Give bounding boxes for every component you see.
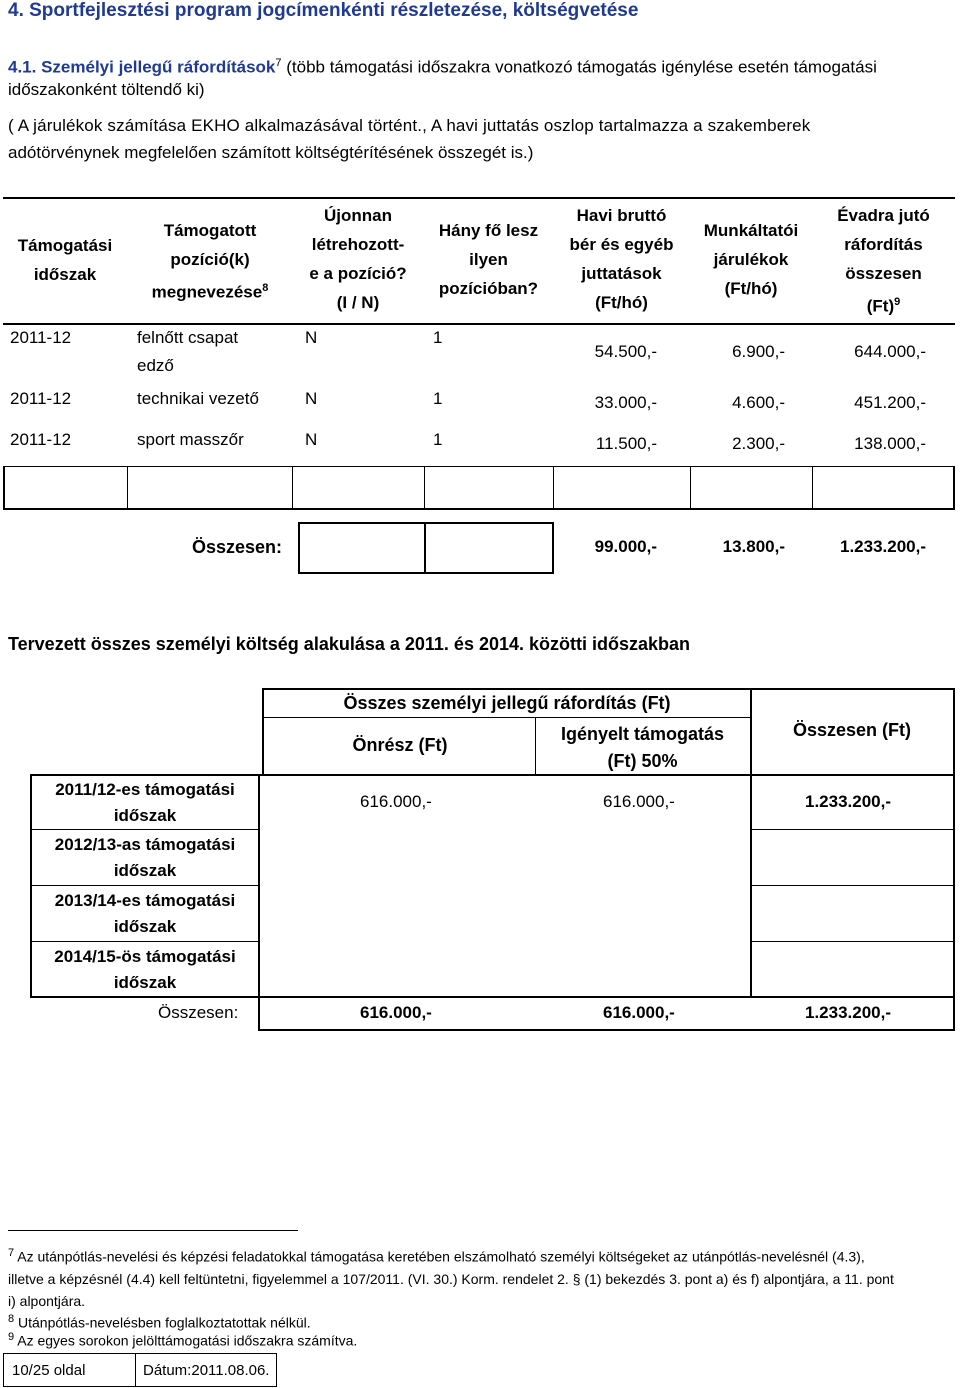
position-cell-2: edző [137,356,174,375]
section-title: 4. Sportfejlesztési program jogcímenkénti részletezése, költségvetése [8,0,639,21]
osszesen-cell: 1.233.200,- [805,792,892,811]
sum-onresz: 616.000,- [360,1003,432,1022]
sum-total: 1.233.200,- [839,537,926,556]
header-position: Támogatott pozíció(k) megnevezése$^8$ [151,221,269,302]
period-label: 2013/14-es támogatási időszak [54,891,236,936]
sum-igenyelt: 616.000,- [603,1003,675,1022]
new-cell: N [305,389,318,408]
sum-osszesen: 1.233.200,- [805,1003,892,1022]
count-cell: 1 [433,389,443,408]
heading-bold: 4.1. Személyi jellegű ráfordítások [8,57,276,77]
igenyelt-cell: 616.000,- [603,792,675,811]
footnote-9: $^9$ Az egyes sorokon jelölttámogatási időszakra számítva. [8,1331,358,1349]
note-line-1: ( A járulékok számítása EKHO alkalmazásával történt., A havi juttatás oszlop tartalmazza a szakemberek [8,116,811,135]
onresz-cell: 616.000,- [360,792,432,811]
salary-cell: 54.500,- [594,342,657,361]
header-new-position: Újonnan létrehozott- e a pozíció? (I / N) [309,206,407,312]
header-employer-contrib: Munkáltatói járulékok (Ft/hó) [703,221,799,298]
contrib-cell: 4.600,- [732,393,785,412]
total-cell: 644.000,- [854,342,926,361]
salary-cell: 33.000,- [594,393,657,412]
heading-rest-2: időszakonként töltendő ki) [8,80,205,99]
header-igenyelt: Igényelt támogatás (Ft) 50% [560,724,725,771]
header-period: Támogatási időszak [17,236,113,284]
sum-salary: 99.000,- [594,537,657,556]
page-number: 10/25 oldal [12,1362,86,1379]
period-cell: 2011-12 [10,430,72,449]
header-onresz: Önrész (Ft) [352,735,448,755]
header-season-total: Évadra jutó ráfordítás összesen $(Ft)^9$ [837,206,930,316]
header-gross-salary: Havi bruttó bér és egyéb juttatások (Ft/hó) [569,206,674,312]
sum-contrib: 13.800,- [722,537,785,556]
period-cell: 2011-12 [10,389,72,408]
position-cell: sport masszőr [137,430,244,449]
salary-cell: 11.500,- [595,434,657,453]
footnote-8: $^8$ Utánpótlás-nevelésben foglalkoztatottak nélkül. [8,1313,311,1331]
count-cell: 1 [433,430,443,449]
total-cell: 138.000,- [854,434,926,453]
header-osszesen: Összesen (Ft) [792,720,912,740]
period-label: 2012/13-as támogatási időszak [54,835,236,880]
period-label: 2011/12-es támogatási időszak [55,780,235,825]
header-headcount: Hány fő lesz ilyen pozícióban? [438,221,539,298]
new-cell: N [305,430,318,449]
heading-rest: (több támogatási időszakra vonatkozó támogatás igénylése esetén támogatási [281,57,877,77]
contrib-cell: 6.900,- [732,342,785,361]
period-label: 2014/15-ös támogatási időszak [54,947,236,992]
count-cell: 1 [433,328,443,347]
sum-label: Összesen: [192,537,283,557]
page-footer [3,1353,277,1387]
footnote-7: $^7$ Az utánpótlás-nevelési és képzési feladatokkal támogatása keretében elszámolható személyi költségeket az utánpótlás-nevelésnél (4.3), illetve a képzésnél (4.4) kell feltüntetni, figyelemmel a 107/2011. (VI. 30.) Korm. rendelet 2. § (1) bekezdés 3. pont a) és f) alpontjára, a 11. pont i) alpontjára. [8,1247,894,1309]
table2-title: Tervezett összes személyi költség alakulása a 2011. és 2014. közötti időszakban [8,634,691,654]
position-cell: felnőtt csapat [137,328,239,347]
contrib-cell: 2.300,- [732,434,785,453]
sum-label: Összesen: [158,1003,239,1022]
heading-footnote-ref: 7 [275,57,282,69]
group-header: Összes személyi jellegű ráfordítás (Ft) [343,693,671,713]
page-date: Dátum:2011.08.06. [143,1362,270,1379]
footnote-separator [8,1230,298,1231]
period-cell: 2011-12 [10,328,72,347]
new-cell: N [305,328,318,347]
total-cell: 451.200,- [854,393,926,412]
position-cell: technikai vezető [137,389,259,408]
note-line-2: adótörvénynek megfelelően számított költségtérítésének összegét is.) [8,143,534,162]
